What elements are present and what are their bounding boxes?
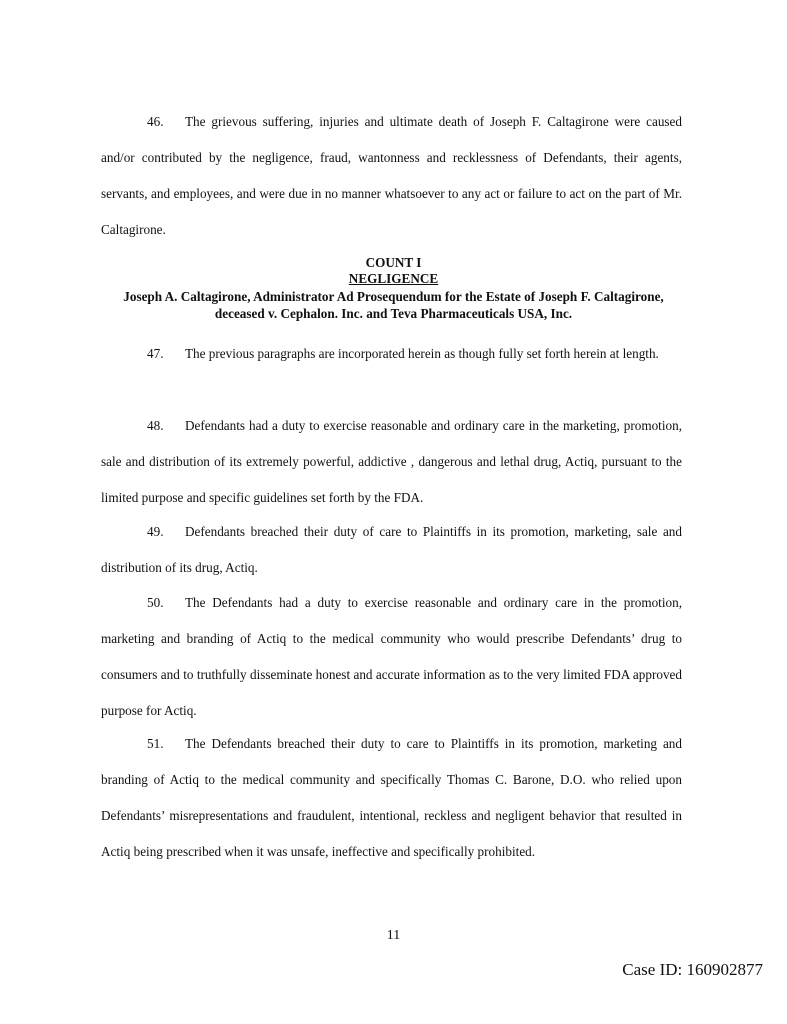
paragraph-text: Defendants breached their duty of care to Plaintiffs in its promotion, marketing, sale and distribution of its drug, Actiq.	[101, 524, 682, 575]
paragraph-text: The Defendants breached their duty to care to Plaintiffs in its promotion, marketing and branding of Actiq to the medical community and specifically Thomas C. Barone, D.O. who relied upon Defendants’ misrepresentations and fraudulent, intentional, reckless and negligent behavior that resulted in Actiq being prescribed when it was unsafe, ineffective and specifically prohibited.	[101, 736, 682, 859]
case-id: Case ID: 160902877	[622, 960, 763, 979]
paragraph-49	[101, 514, 682, 586]
paragraph-number: 46.	[147, 114, 164, 129]
paragraph-text: The previous paragraphs are incorporated herein as though fully set forth herein at length.	[185, 346, 659, 361]
paragraph-47	[101, 336, 682, 372]
paragraph-text: The Defendants had a duty to exercise reasonable and ordinary care in the promotion, marketing and branding of Actiq to the medical community who would prescribe Defendants’ drug to consumers and to truthfully disseminate honest and accurate information as to the very limited FDA approved purpose for Actiq.	[101, 595, 682, 718]
paragraph-text: The grievous suffering, injuries and ultimate death of Joseph F. Caltagirone were caused and/or contributed by the negligence, fraud, wantonness and recklessness of Defendants, their agents, servants, and employees, and were due in no manner whatsoever to any act or failure to act on the part of Mr. Caltagirone.	[101, 114, 682, 237]
paragraph-number: 51.	[147, 736, 164, 751]
paragraph-46	[101, 104, 682, 248]
count-title: COUNT I	[365, 255, 422, 270]
paragraph-50	[101, 585, 682, 729]
page-number: 11	[386, 928, 401, 943]
paragraph-48	[101, 408, 682, 516]
paragraph-number: 50.	[147, 595, 164, 610]
paragraph-number: 49.	[147, 524, 164, 539]
paragraph-number: 47.	[147, 346, 164, 361]
paragraph-number: 48.	[147, 418, 164, 433]
count-caption: Joseph A. Caltagirone, Administrator Ad Prosequendum for the Estate of Joseph F. Caltagirone, deceased v. Cephalon. Inc. and Teva Pharmaceuticals USA, Inc.	[123, 289, 664, 321]
paragraph-51	[101, 726, 682, 870]
count-subtitle: NEGLIGENCE	[348, 271, 439, 286]
paragraph-text: Defendants had a duty to exercise reasonable and ordinary care in the marketing, promotion, sale and distribution of its extremely powerful, addictive , dangerous and lethal drug, Actiq, pursuant to the limited purpose and specific guidelines set forth by the FDA.	[101, 418, 682, 505]
